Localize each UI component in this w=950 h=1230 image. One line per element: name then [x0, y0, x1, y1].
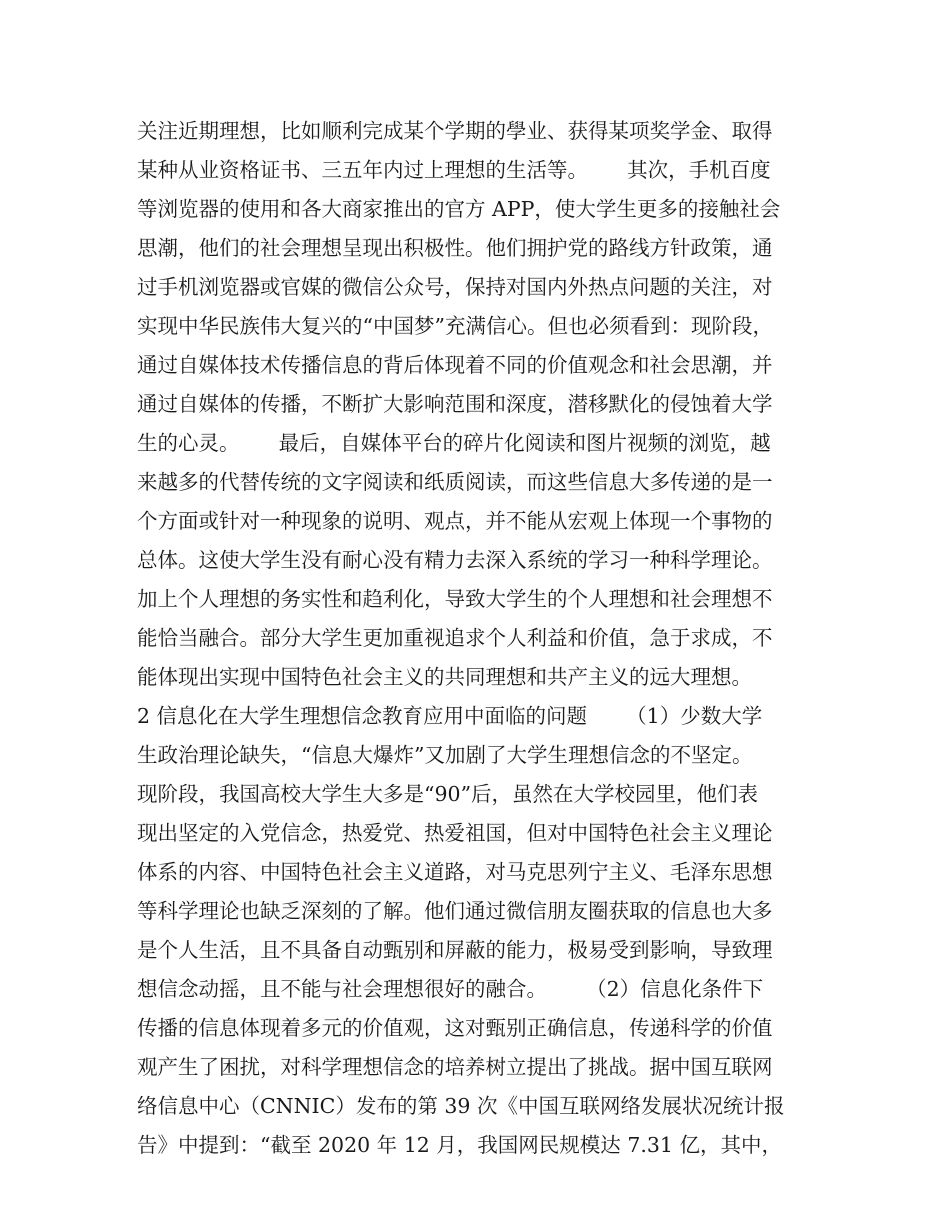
- text-line: 来越多的代替传统的文字阅读和纸质阅读，而这些信息大多传递的是一: [137, 470, 773, 494]
- text-line: 关注近期理想，比如顺利完成某个学期的學业、获得某项奖学金、取得: [137, 119, 773, 143]
- text-line: 观产生了困扰，对科学理想信念的培养树立提出了挑战。据中国互联网: [137, 1055, 773, 1079]
- text-line: 通过自媒体技术传播信息的背后体现着不同的价值观念和社会思潮，并: [137, 353, 773, 377]
- text-line: 想信念动摇，且不能与社会理想很好的融合。 （2）信息化条件下: [137, 977, 764, 1001]
- text-line: 2 信息化在大学生理想信念教育应用中面临的问题 （1）少数大学: [137, 704, 763, 728]
- text-line: 生的心灵。 最后，自媒体平台的碎片化阅读和图片视频的浏览，越: [137, 431, 771, 455]
- text-line: 生政治理论缺失，“信息大爆炸”又加剧了大学生理想信念的不坚定。: [137, 743, 753, 767]
- text-line: 传播的信息体现着多元的价值观，这对甄别正确信息，传递科学的价值: [137, 1016, 773, 1040]
- text-line: 总体。这使大学生没有耐心没有精力去深入系统的学习一种科学理论。: [137, 548, 773, 572]
- text-line: 通过自媒体的传播，不断扩大影响范围和深度，潜移默化的侵蚀着大学: [137, 392, 773, 416]
- text-line: 能恰当融合。部分大学生更加重视追求个人利益和价值，急于求成，不: [137, 626, 773, 650]
- text-line: 个方面或针对一种现象的说明、观点，并不能从宏观上体现一个事物的: [137, 509, 773, 533]
- text-line: 能体现出实现中国特色社会主义的共同理想和共产主义的远大理想。: [137, 665, 752, 689]
- text-line: 现出坚定的入党信念，热爱党、热爱祖国，但对中国特色社会主义理论: [137, 821, 773, 845]
- text-line: 加上个人理想的务实性和趋利化，导致大学生的个人理想和社会理想不: [137, 587, 773, 611]
- text-line: 现阶段，我国高校大学生大多是“90”后，虽然在大学校园里，他们表: [137, 782, 759, 806]
- text-line: 某种从业资格证书、三五年内过上理想的生活等。 其次，手机百度: [137, 158, 771, 182]
- text-line: 过手机浏览器或官媒的微信公众号，保持对国内外热点问题的关注，对: [137, 275, 773, 299]
- text-line: 是个人生活，且不具备自动甄别和屏蔽的能力，极易受到影响，导致理: [137, 938, 773, 962]
- text-line: 实现中华民族伟大复兴的“中国梦”充满信心。但也必须看到：现阶段，: [137, 314, 773, 338]
- text-line: 等科学理论也缺乏深刻的了解。他们通过微信朋友圈获取的信息也大多: [137, 899, 773, 923]
- text-line: 告》中提到：“截至 2020 年 12 月，我国网民规模达 7.31 亿，其中，: [137, 1133, 782, 1157]
- body-text: [137, 112, 827, 1165]
- text-line: 络信息中心（CNNIC）发布的第 39 次《中国互联网络发展状况统计报: [137, 1094, 785, 1118]
- text-line: 思潮，他们的社会理想呈现出积极性。他们拥护党的路线方针政策，通: [137, 236, 773, 260]
- text-line: 体系的内容、中国特色社会主义道路，对马克思列宁主义、毛泽东思想: [137, 860, 773, 884]
- text-line: 等浏览器的使用和各大商家推出的官方 APP，使大学生更多的接触社会: [137, 197, 781, 221]
